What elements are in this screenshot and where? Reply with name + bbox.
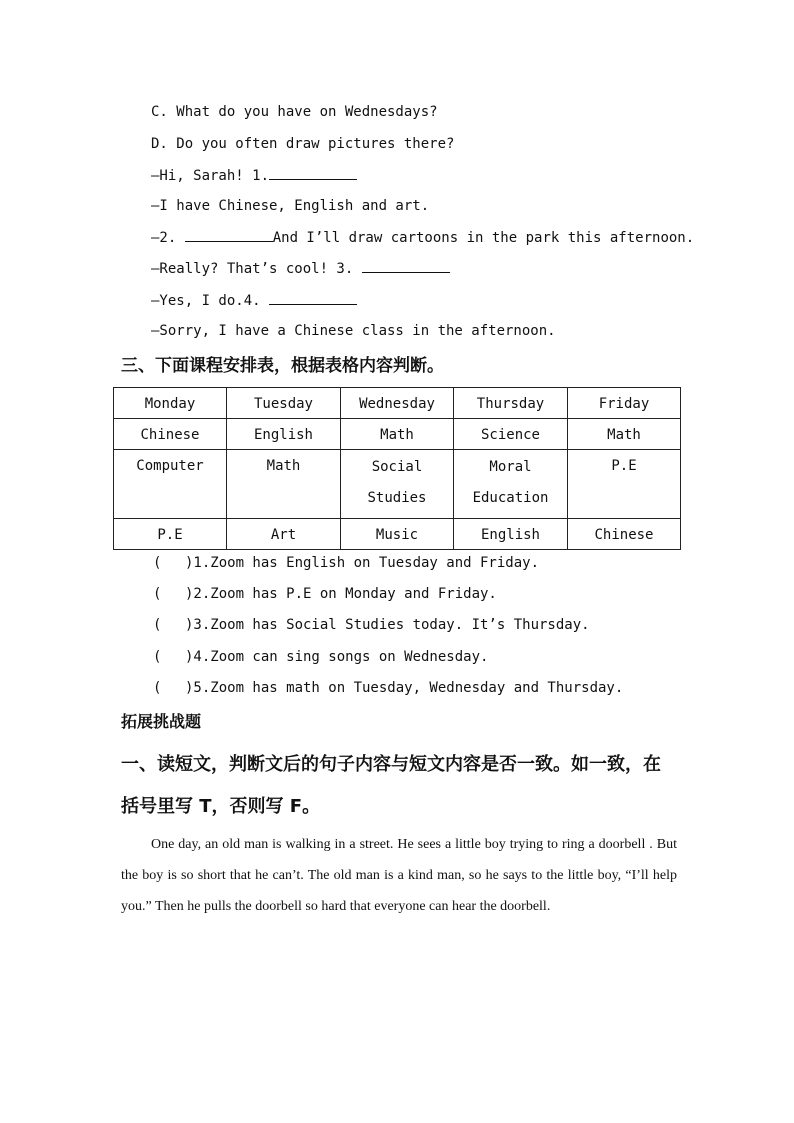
table-row [114, 519, 681, 550]
answer-paren[interactable]: ( [153, 555, 162, 571]
dialogue-line-6 [151, 321, 556, 341]
table-cell: Art [227, 519, 341, 550]
dialogue-text: —2. [151, 230, 185, 246]
table-cell: Social Studies [341, 450, 454, 519]
table-cell: Math [568, 419, 681, 450]
statement-3 [153, 615, 590, 635]
table-cell: English [454, 519, 568, 550]
statement-1 [153, 553, 539, 573]
answer-blank-4[interactable] [269, 290, 357, 305]
dialogue-text: —Yes, I do.4. [151, 293, 270, 309]
dialogue-text: —Really? That’s cool! 3. [151, 261, 362, 277]
dialogue-text: —I have Chinese, English and art. [151, 198, 430, 214]
extension-instruction-line-2: 括号里写 T，否则写 F。 [121, 796, 321, 817]
dialogue-text: And I’ll draw cartoons in the park this afternoon. [272, 230, 695, 246]
statement-text: )3.Zoom has Social Studies today. It’s Thursday. [185, 617, 590, 633]
header-cell: Thursday [454, 388, 568, 419]
statement-text: )5.Zoom has math on Tuesday, Wednesday and Thursday. [185, 680, 624, 696]
statement-4 [153, 647, 488, 667]
table-cell: Music [341, 519, 454, 550]
reading-passage [121, 829, 677, 922]
table-row [114, 450, 681, 519]
statement-text: )2.Zoom has P.E on Monday and Friday. [185, 586, 497, 602]
table-cell: Chinese [114, 419, 227, 450]
answer-paren[interactable]: ( [153, 680, 162, 696]
table-cell: Chinese [568, 519, 681, 550]
dialogue-line-5 [151, 290, 357, 311]
option-c: C. What do you have on Wednesdays? [151, 104, 438, 120]
table-cell: Math [227, 450, 341, 519]
statement-2 [153, 584, 497, 604]
answer-paren[interactable]: ( [153, 617, 162, 633]
dialogue-line-3 [151, 227, 694, 248]
extension-instruction-line-1: 一、读短文，判断文后的句子内容与短文内容是否一致。如一致，在 [121, 754, 661, 775]
passage-text: One day, an old man is walking in a street. He sees a little boy trying to ring a doorbell . But the boy is so short that he can’t. The old man is a kind man, so he says to the little boy, “I’ll help you.” Then he pulls the doorbell so hard that everyone can hear the doorbell. [121, 837, 677, 914]
header-cell: Monday [114, 388, 227, 419]
section-3-heading: 三、下面课程安排表，根据表格内容判断。 [121, 356, 444, 376]
header-cell: Tuesday [227, 388, 341, 419]
answer-paren[interactable]: ( [153, 586, 162, 602]
dialogue-line-4 [151, 258, 450, 279]
table-cell: Math [341, 419, 454, 450]
table-cell: Computer [114, 450, 227, 519]
dialogue-line-1 [151, 165, 357, 186]
header-cell: Wednesday [341, 388, 454, 419]
option-d: D. Do you often draw pictures there? [151, 136, 455, 152]
dialogue-line-2 [151, 196, 429, 216]
dialogue-text: —Hi, Sarah! 1. [151, 168, 270, 184]
statement-5 [153, 678, 623, 698]
extension-title: 拓展挑战题 [121, 712, 202, 731]
dialogue-text: —Sorry, I have a Chinese class in the afternoon. [151, 323, 556, 339]
answer-paren[interactable]: ( [153, 649, 162, 665]
table-cell: P.E [568, 450, 681, 519]
statement-text: )1.Zoom has English on Tuesday and Friday. [185, 555, 540, 571]
statement-text: )4.Zoom can sing songs on Wednesday. [185, 649, 489, 665]
table-cell: Moral Education [454, 450, 568, 519]
header-cell: Friday [568, 388, 681, 419]
answer-blank-2[interactable] [185, 227, 273, 242]
answer-blank-1[interactable] [269, 165, 357, 180]
table-cell: Science [454, 419, 568, 450]
table-row [114, 419, 681, 450]
schedule-table [113, 387, 681, 550]
answer-blank-3[interactable] [362, 258, 450, 273]
table-header-row [114, 388, 681, 419]
table-cell: P.E [114, 519, 227, 550]
table-cell: English [227, 419, 341, 450]
